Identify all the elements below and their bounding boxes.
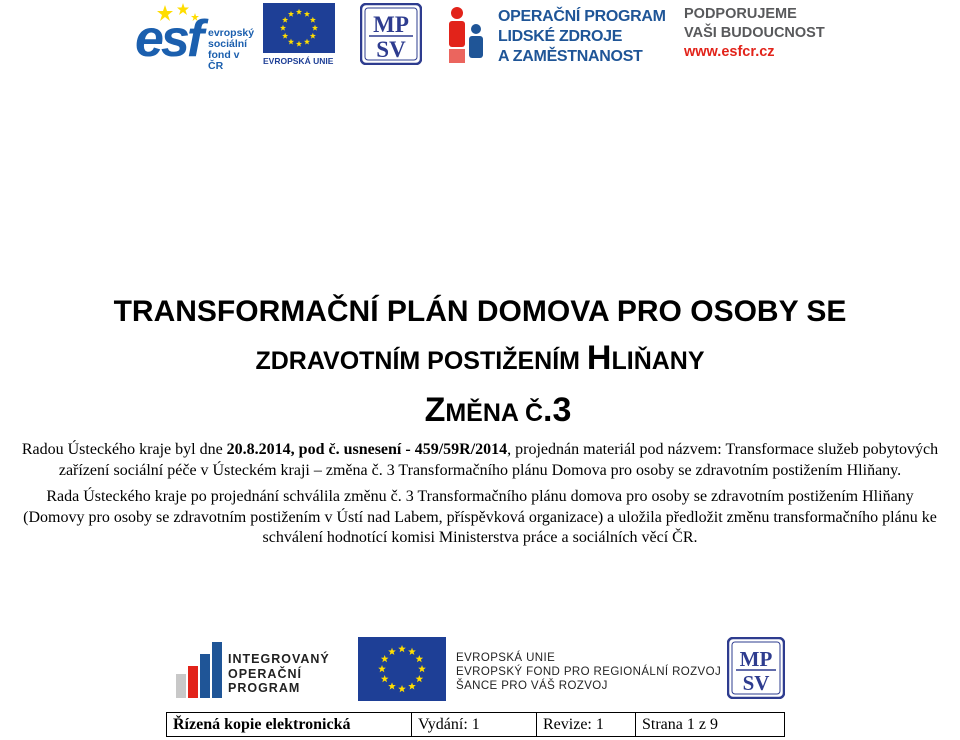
mpsv-logo-top [360, 3, 422, 65]
oplz-line1: OPERAČNÍ PROGRAM [498, 8, 666, 25]
iop-line1: INTEGROVANÝ [228, 652, 330, 666]
eu-star-icon [418, 665, 426, 672]
revision-cell: Revize: 1 [537, 713, 636, 737]
esf-logo [135, 3, 255, 72]
approval-paragraph [0, 439, 960, 481]
support-line2: VAŠI BUDOUCNOST [684, 25, 825, 41]
eu-erdf-logo [358, 637, 722, 703]
oplz-text [498, 7, 666, 67]
eu-caption: EVROPSKÁ UNIE [263, 56, 334, 66]
eu-star-icon [408, 682, 416, 689]
esf-caption-line1: evropský [208, 27, 255, 39]
eu-star-icon [416, 675, 424, 682]
eu-star-icon [288, 11, 294, 17]
eu-flag-icon [263, 3, 335, 53]
support-slogan [684, 5, 844, 67]
oplz-line2: LIDSKÉ ZDROJE [498, 28, 623, 45]
document-title-line1: TRANSFORMAČNÍ PLÁN DOMOVA PRO OSOBY SE [113, 295, 847, 328]
eu-star-icon [280, 25, 286, 31]
title-line2-part-b: H [586, 339, 612, 377]
iop-logo [176, 638, 336, 702]
approval-line1 [0, 439, 960, 460]
esf-caption-line2: sociální [208, 38, 248, 50]
title-line3-part-b: MĚNA Č [445, 399, 544, 427]
eu-star-icon [282, 33, 288, 39]
mpsv-bottom-bottom-text: SV [742, 671, 770, 695]
eu-flag-bottom-icon [358, 637, 446, 701]
approval-line2: zařízení sociální péče v Ústeckém kraji – změna č. 3 Transformačního plánu Domova pro osoby se zdravotním postižením Hliňany. [58, 462, 902, 479]
eu-star-icon [381, 655, 389, 662]
footer-row [167, 713, 785, 737]
iop-line3: PROGRAM [228, 681, 301, 695]
eu-star-icon [296, 41, 302, 47]
iop-line2: OPERAČNÍ [228, 666, 302, 681]
decision-line1: Rada Ústeckého kraje po projednání schválila změnu č. 3 Transformačního plánu domova pro osoby se zdravotním postižením Hliňany [46, 488, 914, 505]
iop-text [228, 652, 330, 696]
mpsv-bottom-top-text: MP [739, 647, 773, 671]
eu-star-icon [398, 685, 406, 692]
decision-line3: schválení hodnotící komisi Ministerstva práce a sociálních věcí ČR. [262, 529, 698, 546]
mpsv-bottom-text: SV [376, 37, 406, 62]
eu-star-icon [388, 682, 396, 689]
mpsv-emblem-icon [360, 3, 422, 65]
eu-stars-bottom-icon [358, 637, 446, 701]
eu-star-icon [312, 25, 318, 31]
esf-caption-line3: fond v ČR [208, 49, 240, 72]
support-url: www.esfcr.cz [684, 44, 775, 60]
approval-pre: Radou Ústeckého kraje byl dne [21, 441, 227, 458]
iop-bars-icon [176, 638, 224, 700]
eu-star-icon [378, 665, 386, 672]
eu-star-icon [304, 11, 310, 17]
eu-erdf-line2: EVROPSKÝ FOND PRO REGIONÁLNÍ ROZVOJ [456, 666, 722, 678]
mpsv-top-text: MP [373, 12, 409, 37]
document-title-line3 [0, 388, 960, 435]
eu-erdf-line1: EVROPSKÁ UNIE [456, 652, 556, 664]
title-line3-part-a: Z [424, 391, 446, 429]
title-line2-part-a: ZDRAVOTNÍM POSTIŽENÍM [255, 347, 587, 375]
eu-erdf-line3: ŠANCE PRO VÁŠ ROZVOJ [456, 680, 608, 692]
esf-wordmark: esf [135, 10, 202, 68]
support-line1: PODPORUJEME [684, 6, 797, 22]
eu-star-icon [408, 648, 416, 655]
eu-stars-icon [263, 3, 335, 53]
oplz-logo [446, 3, 666, 67]
esf-caption [208, 28, 255, 72]
eu-star-icon [304, 39, 310, 45]
title-line3-part-c: .3 [543, 391, 572, 429]
document-title-line2 [0, 338, 960, 381]
oplz-line3: A ZAMĚSTNANOST [498, 48, 643, 65]
eu-star-icon [296, 9, 302, 15]
mpsv-emblem-bottom-icon [727, 637, 785, 699]
eu-star-icon [310, 33, 316, 39]
document-control-footer [166, 712, 785, 737]
decision-paragraph [0, 487, 960, 549]
eu-erdf-text [456, 651, 721, 693]
eu-star-icon [310, 17, 316, 23]
controlled-copy-cell [167, 713, 412, 737]
eu-logo-top [263, 3, 335, 67]
eu-star-icon [416, 655, 424, 662]
controlled-copy-label: Řízená kopie elektronická [173, 716, 351, 733]
mpsv-logo-bottom [727, 637, 785, 699]
eu-star-icon [388, 648, 396, 655]
approval-resolution: 20.8.2014, pod č. usnesení - 459/59R/2014 [226, 441, 508, 458]
eu-star-icon [381, 675, 389, 682]
page-number-cell: Strana 1 z 9 [636, 713, 785, 737]
title-line2-part-c: LIŇANY [611, 347, 705, 375]
decision-line2: (Domovy pro osoby se zdravotním postižením v Ústí nad Labem, příspěvková organizace) a uložila předložit změnu transformačního plánu ke [23, 508, 937, 526]
oplz-figures-icon [446, 3, 486, 65]
eu-star-icon [398, 645, 406, 652]
eu-star-icon [282, 17, 288, 23]
eu-star-icon [288, 39, 294, 45]
approval-post: , projednán materiál pod názvem: Transformace služeb pobytových [507, 441, 939, 458]
version-cell: Vydání: 1 [412, 713, 537, 737]
